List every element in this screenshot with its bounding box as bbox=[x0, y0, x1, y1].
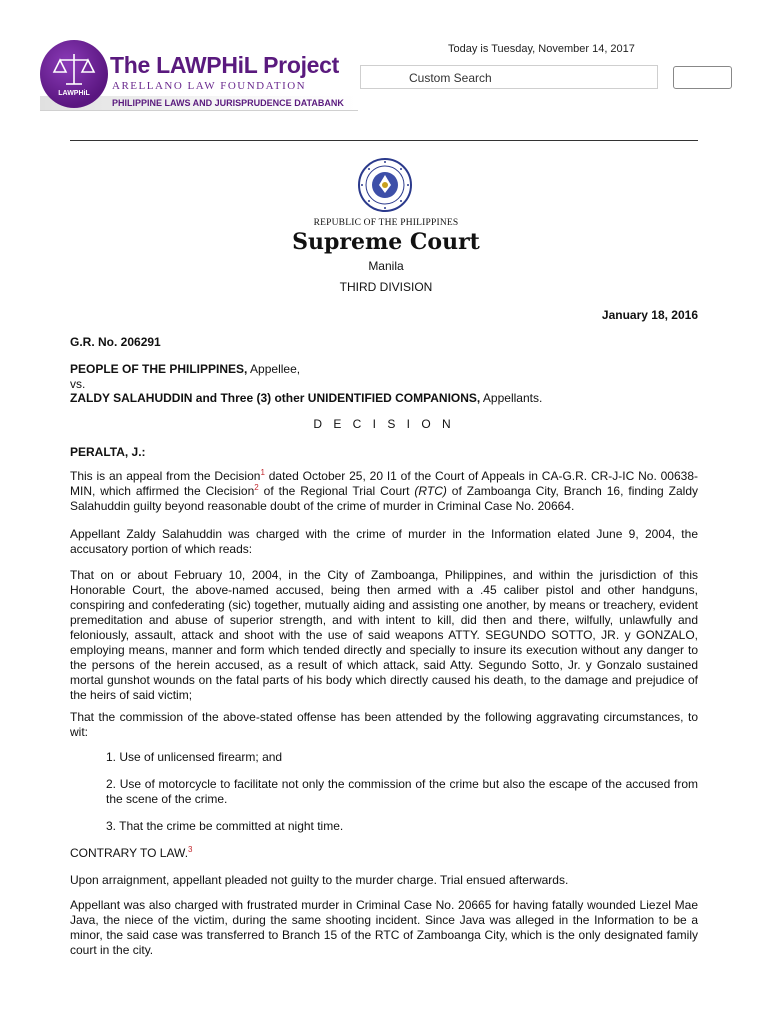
decision-date: January 18, 2016 bbox=[601, 308, 698, 322]
appellee-role: Appellee, bbox=[247, 362, 301, 376]
court-city: Manila bbox=[368, 259, 404, 273]
circumstance-3: 3. That the crime be committed at night time. bbox=[106, 819, 344, 833]
logo-emblem-icon bbox=[40, 40, 108, 108]
today-date: Today is Tuesday, November 14, 2017 bbox=[448, 43, 635, 55]
search-button[interactable] bbox=[673, 66, 732, 89]
circumstance-2: 2. Use of motorcycle to facilitate not only the commission of the crime but also the escape of the accused from the scene of the crime. bbox=[106, 777, 698, 806]
site-title: The LAWPHiL Project bbox=[110, 52, 340, 78]
lawphil-logo[interactable] bbox=[36, 40, 360, 112]
paragraph-5: Upon arraignment, appellant pleaded not guilty to the murder charge. Trial ensued afterwards. bbox=[70, 873, 569, 887]
search-input[interactable] bbox=[360, 65, 658, 89]
decision-heading: D E C I S I O N bbox=[313, 417, 455, 431]
court-division: THIRD DIVISION bbox=[339, 280, 433, 294]
appellant-name: ZALDY SALAHUDDIN and Three (3) other UNIDENTIFIED COMPANIONS, bbox=[70, 391, 481, 405]
paragraph-3: That on or about February 10, 2004, in the City of Zamboanga, Philippines, and within the jurisdiction of this Honorable Court, the above-named accused, being then armed with a .45 caliber pistol and other handguns, conspiring and confederating (sic) together, mutually aiding and assisting one another, by means or treachery, evident premeditation and abuse of superior strength, and with intent to kill, did then and there, wilfully, unlawfully and feloniously, assault, attack and shoot with the use of said weapons ATTY. SEGUNDO SOTTO, JR. y GONZALO, employing means, manner and form which tended directly and specially to insure its execution without any danger to the persons of the herein accused, as a result of which attack, said Atty. Segundo Sotto, Jr. y Gonzalo sustained mortal gunshot wounds on the fatal parts of his body which directly caused his death, to the damage and prejudice of the heirs of said victim; bbox=[70, 568, 698, 702]
supreme-court-seal-icon bbox=[357, 157, 413, 213]
footnote-3-link[interactable]: 3 bbox=[188, 845, 193, 854]
site-tagline: PHILIPPINE LAWS AND JURISPRUDENCE DATABANK bbox=[112, 98, 344, 108]
paragraph-6: Appellant was also charged with frustrated murder in Criminal Case No. 20665 for having fatally wounded Liezel Mae Java, the niece of the victim, during the same shooting incident. Since Java was alleged in the Information to be a minor, the said case was transferred to Branch 15 of the RTC of Zamboanga City, which is the only designated family court in the city. bbox=[70, 898, 698, 957]
p1-rtc: (RTC) bbox=[414, 484, 447, 498]
search-placeholder: Custom Search bbox=[409, 71, 492, 85]
site-subtitle: ARELLANO LAW FOUNDATION bbox=[112, 80, 307, 92]
circumstance-1: 1. Use of unlicensed firearm; and bbox=[106, 750, 283, 764]
p1-text-c: of the Regional Trial Court bbox=[258, 484, 415, 498]
versus: vs. bbox=[70, 377, 86, 391]
court-name: Supreme Court bbox=[292, 229, 480, 255]
paragraph-4: That the commission of the above-stated offense has been attended by the following aggravating circumstances, to wit: bbox=[70, 710, 698, 739]
republic-label: REPUBLIC OF THE PHILIPPINES bbox=[313, 218, 459, 228]
appellee-line bbox=[70, 362, 300, 376]
logo-circle-label: LAWPHiL bbox=[58, 90, 90, 97]
footnote-1-link[interactable]: 1 bbox=[260, 468, 265, 477]
p1-text-a: This is an appeal from the Decision bbox=[70, 469, 261, 483]
p1-text-d: of Zamboanga City, Branch 16, finding Zaldy Salahuddin guilty beyond reasonable doubt of the crime of murder in Criminal Case No. 20664. bbox=[70, 484, 698, 513]
scales-of-justice-icon bbox=[40, 40, 108, 108]
footnote-2-link[interactable]: 2 bbox=[254, 483, 259, 492]
case-number: G.R. No. 206291 bbox=[70, 335, 161, 349]
p1-text-b: dated October 25, 20 I1 of the Court of Appeals in CA-G.R. CR-J-IC No. 00638-MIN, which affirmed the Clecision bbox=[70, 469, 698, 498]
paragraph-1 bbox=[70, 469, 698, 514]
ponente: PERALTA, J.: bbox=[70, 445, 146, 459]
paragraph-2: Appellant Zaldy Salahuddin was charged with the crime of murder in the Information elated June 9, 2004, the accusatory portion of which reads: bbox=[70, 527, 698, 556]
appellant-line bbox=[70, 391, 542, 405]
appellant-role: Appellants. bbox=[480, 391, 543, 405]
header-divider bbox=[70, 140, 698, 141]
appellee-name: PEOPLE OF THE PHILIPPINES, bbox=[70, 362, 248, 376]
contrary-text: CONTRARY TO LAW. bbox=[70, 846, 189, 860]
contrary-to-law bbox=[70, 846, 192, 860]
